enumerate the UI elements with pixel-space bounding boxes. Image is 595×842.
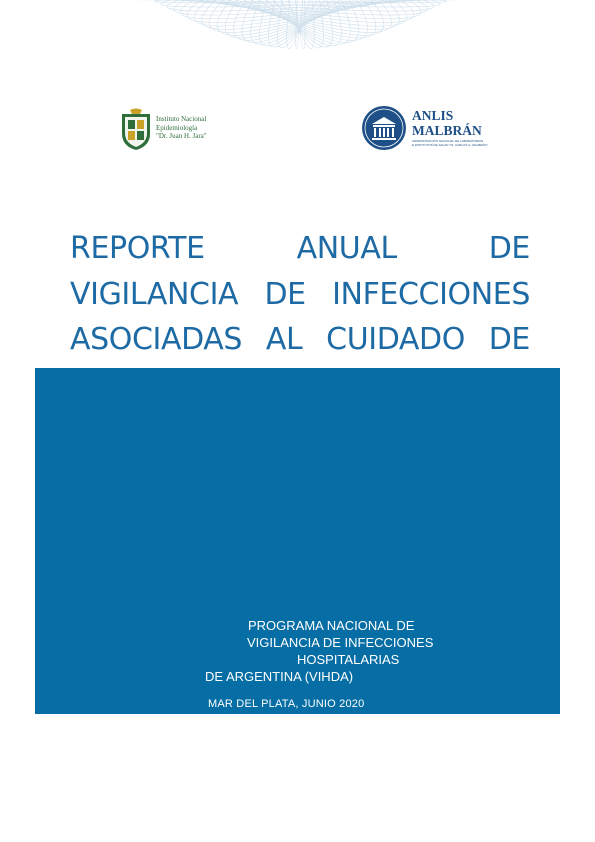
- program-name: [205, 617, 505, 685]
- program-line-4: DE ARGENTINA (VIHDA): [205, 669, 354, 684]
- title-word: VIGILANCIA: [70, 276, 239, 312]
- program-line-3: HOSPITALARIAS: [297, 652, 400, 667]
- title-word: DE: [488, 231, 530, 266]
- anlis-logo: [360, 104, 490, 154]
- institute-name-line1: Instituto Nacional: [156, 115, 207, 123]
- anlis-sub-line1: ADMINISTRACIÓN NACIONAL DE LABORATORIOS: [412, 139, 484, 143]
- anlis-name-line2: MALBRÁN: [412, 123, 482, 138]
- title-line-1: [70, 226, 530, 272]
- institute-name-line2: Epidemiología: [156, 123, 198, 132]
- decorative-header-pattern: [90, 0, 510, 78]
- title-word: CUIDADO: [326, 322, 465, 357]
- title-word: DE: [264, 276, 306, 312]
- institute-emblem-icon: [118, 108, 154, 152]
- anlis-sub-line2: E INSTITUTOS DE SALUD "Dr. CARLOS G. MALBRÁN": [412, 142, 488, 147]
- institute-name-line3: "Dr. Juan H. Jara": [156, 132, 207, 140]
- program-line-1: PROGRAMA NACIONAL DE: [248, 618, 415, 633]
- institute-logo: [118, 104, 238, 156]
- publication-date: MAR DEL PLATA, JUNIO 2020: [208, 698, 365, 710]
- anlis-name-line1: ANLIS: [412, 108, 454, 123]
- title-word: INFECCIONES: [332, 276, 530, 312]
- title-word: AL: [265, 322, 303, 357]
- title-word: ANUAL: [296, 231, 397, 266]
- report-title: [70, 226, 530, 386]
- title-word: DE: [488, 322, 530, 357]
- title-line-2: [70, 272, 530, 318]
- title-word: REPORTE: [70, 231, 205, 266]
- anlis-seal-icon: [360, 104, 408, 152]
- title-word: ASOCIADAS: [70, 322, 243, 357]
- title-line-3: [70, 317, 530, 363]
- program-line-2: VIGILANCIA DE INFECCIONES: [247, 635, 434, 650]
